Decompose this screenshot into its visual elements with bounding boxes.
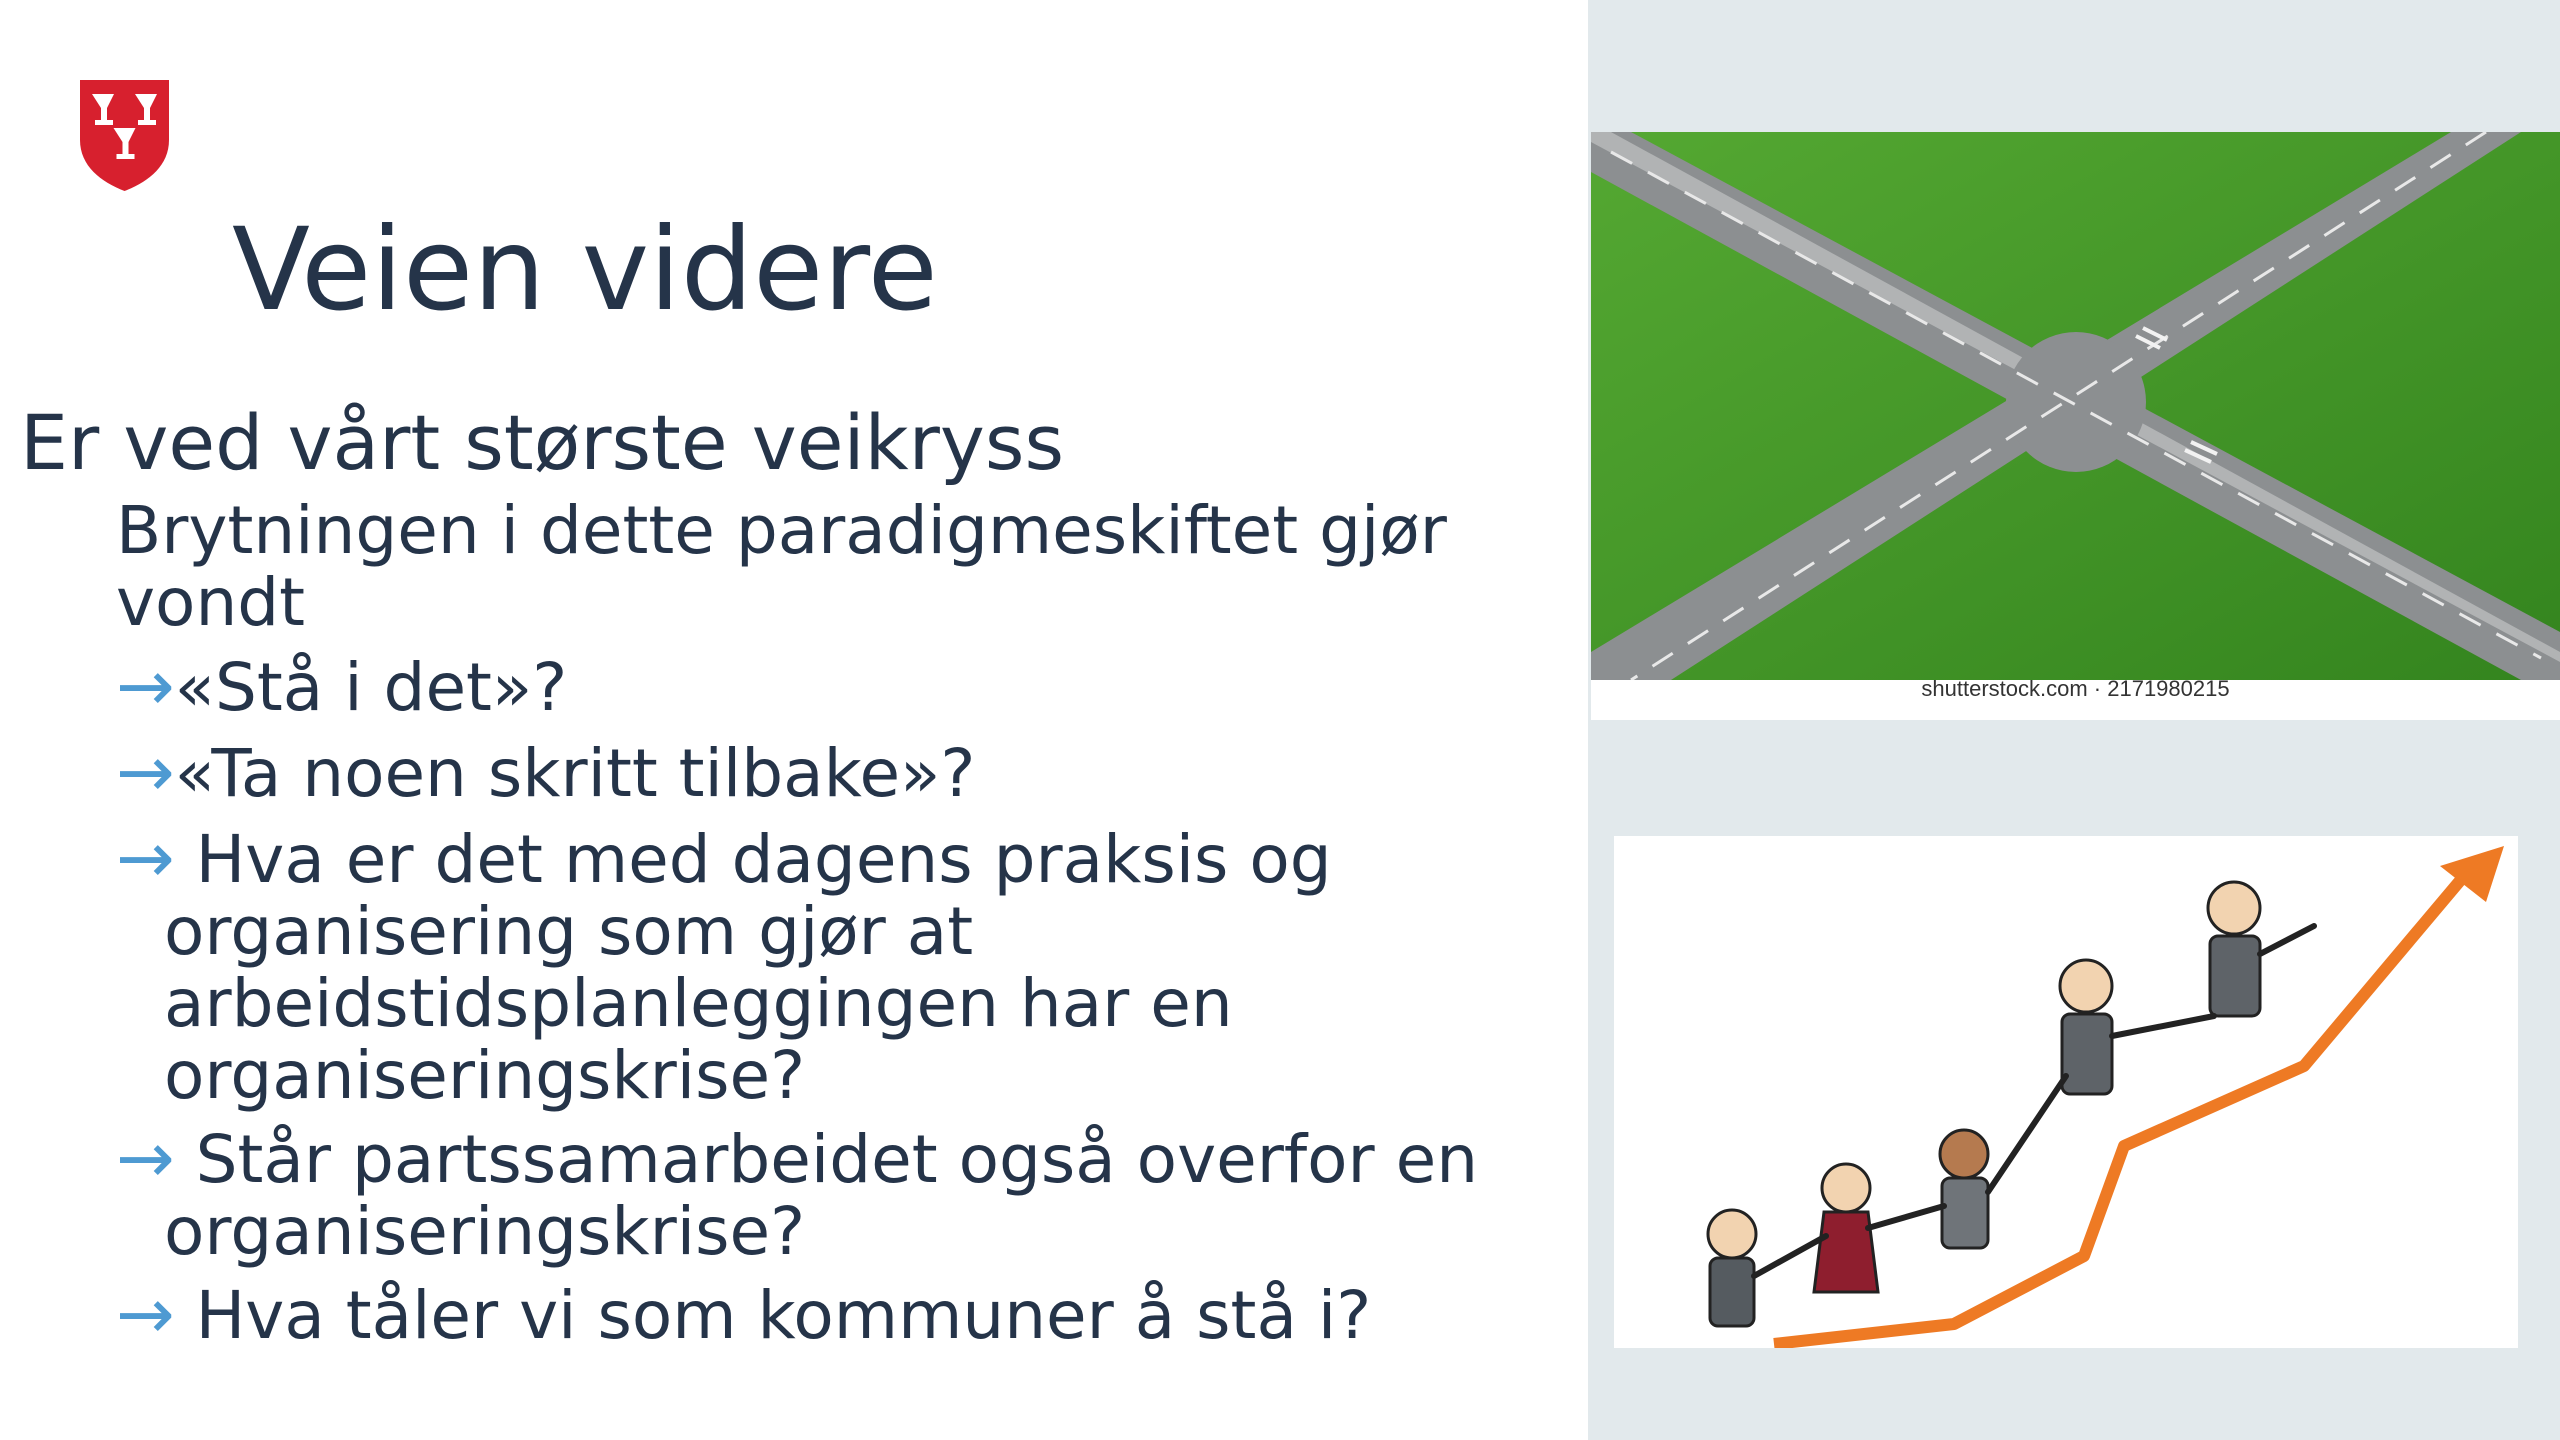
bullet-text: «Ta noen skritt tilbake»? bbox=[174, 735, 976, 812]
bullet-item bbox=[116, 817, 1566, 1114]
arrow-icon: → bbox=[116, 1117, 175, 1199]
arrow-icon: → bbox=[116, 731, 175, 813]
bullet-item bbox=[116, 1273, 1566, 1355]
intro-paragraph: Brytningen i dette paradigmeskiftet gjør vondt bbox=[116, 492, 1447, 641]
bullet-text-continued: organiseringskrise? bbox=[164, 1193, 806, 1270]
bullet-item bbox=[116, 645, 1566, 727]
bullet-text: «Stå i det»? bbox=[174, 649, 568, 726]
coat-of-arms-logo bbox=[78, 78, 171, 193]
bullet-text: Hva er det med dagens praksis og bbox=[174, 821, 1332, 898]
bullet-item bbox=[116, 1117, 1566, 1270]
bullet-item bbox=[116, 731, 1566, 813]
crossroads-illustration bbox=[1591, 132, 2560, 680]
teamwork-cartoon bbox=[1614, 836, 2518, 1348]
lead-heading: Er ved vårt største veikryss bbox=[20, 398, 1065, 487]
bullet-text-continued: organiseringskrise? bbox=[164, 1037, 806, 1114]
crossroads-photo bbox=[1591, 132, 2560, 720]
arrow-icon: → bbox=[116, 645, 175, 727]
bullet-text-continued: organisering som gjør at bbox=[164, 893, 974, 970]
photo-credit: shutterstock.com · 2171980215 bbox=[1921, 676, 2230, 701]
arrow-icon: → bbox=[116, 817, 175, 899]
arrow-icon: → bbox=[116, 1273, 175, 1355]
bullet-text: Står partssamarbeidet også overfor en bbox=[174, 1121, 1479, 1198]
bullet-text: Hva tåler vi som kommuner å stå i? bbox=[174, 1277, 1372, 1354]
teamwork-illustration bbox=[1614, 836, 2518, 1348]
slide-title: Veien videre bbox=[232, 203, 938, 336]
bullet-text-continued: arbeidstidsplanleggingen har en bbox=[164, 965, 1233, 1042]
